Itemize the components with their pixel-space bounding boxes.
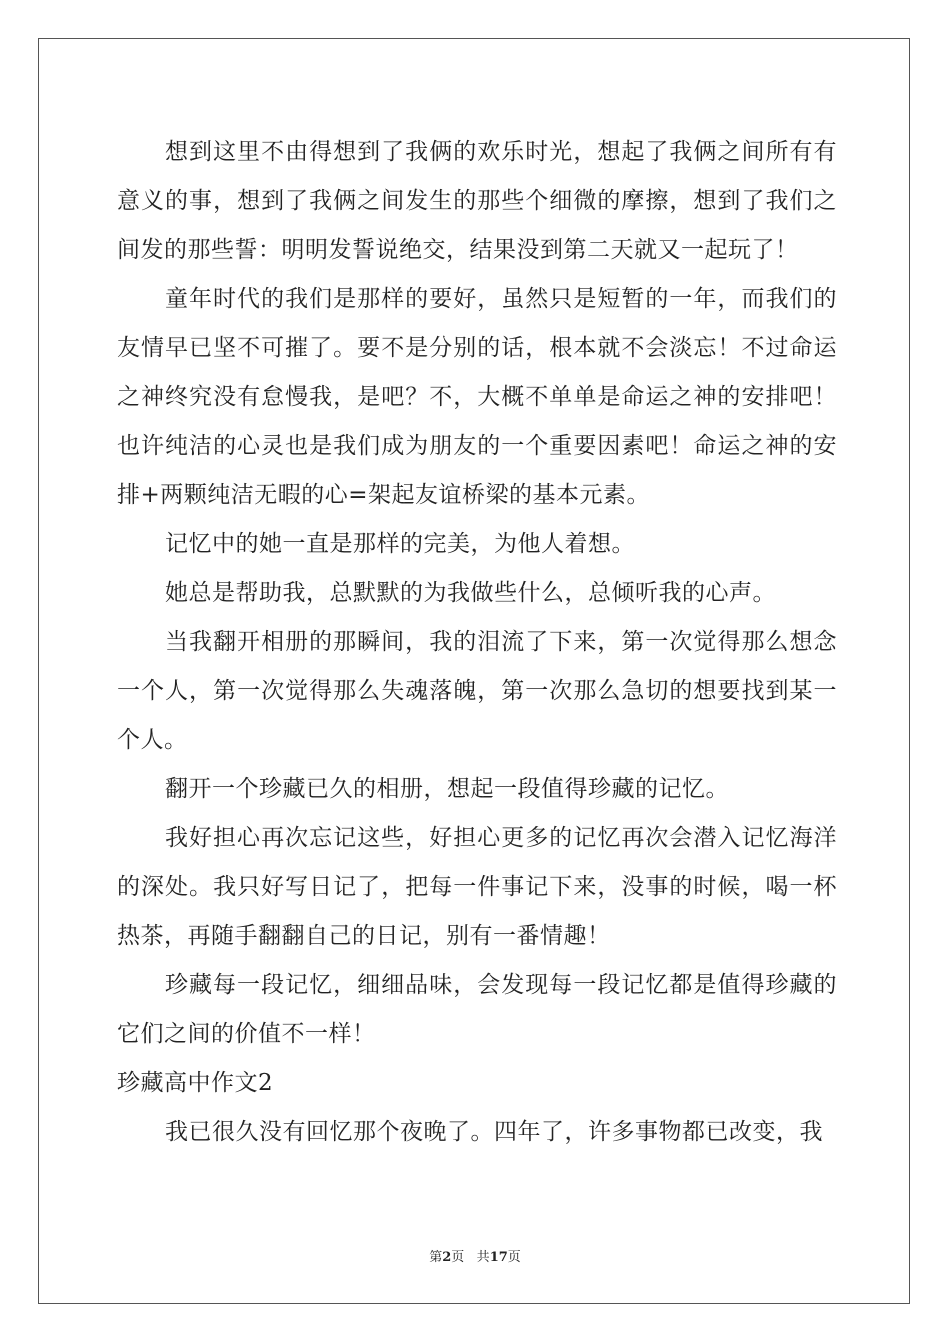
current-page-number: 2 — [442, 1250, 452, 1265]
total-pages-number: 17 — [489, 1250, 508, 1265]
paragraph: 我好担心再次忘记这些，好担心更多的记忆再次会潜入记忆海洋的深处。我只好写日记了，把每一件事记下来，没事的时候，喝一杯热茶，再随手翻翻自己的日记，别有一番情趣！ — [117, 825, 837, 949]
paragraph: 我已很久没有回忆那个夜晚了。四年了，许多事物都已改变，我 — [165, 1119, 823, 1145]
footer-total-prefix: 共 — [476, 1250, 490, 1265]
footer-page-unit: 页 — [451, 1250, 465, 1265]
paragraph: 她总是帮助我，总默默的为我做些什么，总倾听我的心声。 — [165, 580, 776, 606]
paragraph: 当我翻开相册的那瞬间，我的泪流了下来，第一次觉得那么想念一个人，第一次觉得那么失魂落魄，第一次那么急切的想要找到某一个人。 — [117, 629, 837, 753]
paragraph: 珍藏每一段记忆，细细品味，会发现每一段记忆都是值得珍藏的它们之间的价值不一样！ — [117, 972, 837, 1047]
footer-total-unit: 页 — [507, 1250, 521, 1265]
document-body — [117, 128, 837, 1157]
section-heading: 珍藏高中作文2 — [117, 1070, 274, 1096]
paragraph: 翻开一个珍藏已久的相册，想起一段值得珍藏的记忆。 — [165, 776, 729, 802]
page-footer — [0, 1246, 950, 1265]
paragraph: 童年时代的我们是那样的要好，虽然只是短暂的一年，而我们的友情早已坚不可摧了。要不是分别的话，根本就不会淡忘！不过命运之神终究没有怠慢我，是吧？不，大概不单单是命运之神的安排吧！也许纯洁的心灵也是我们成为朋友的一个重要因素吧！命运之神的安排+两颗纯洁无暇的心=架起友谊桥梁的基本元素。 — [117, 286, 837, 508]
paragraph: 想到这里不由得想到了我俩的欢乐时光，想起了我俩之间所有有意义的事，想到了我俩之间发生的那些个细微的摩擦，想到了我们之间发的那些誓：明明发誓说绝交，结果没到第二天就又一起玩了！ — [117, 139, 837, 263]
paragraph: 记忆中的她一直是那样的完美，为他人着想。 — [165, 531, 635, 557]
footer-prefix: 第 — [429, 1250, 443, 1265]
